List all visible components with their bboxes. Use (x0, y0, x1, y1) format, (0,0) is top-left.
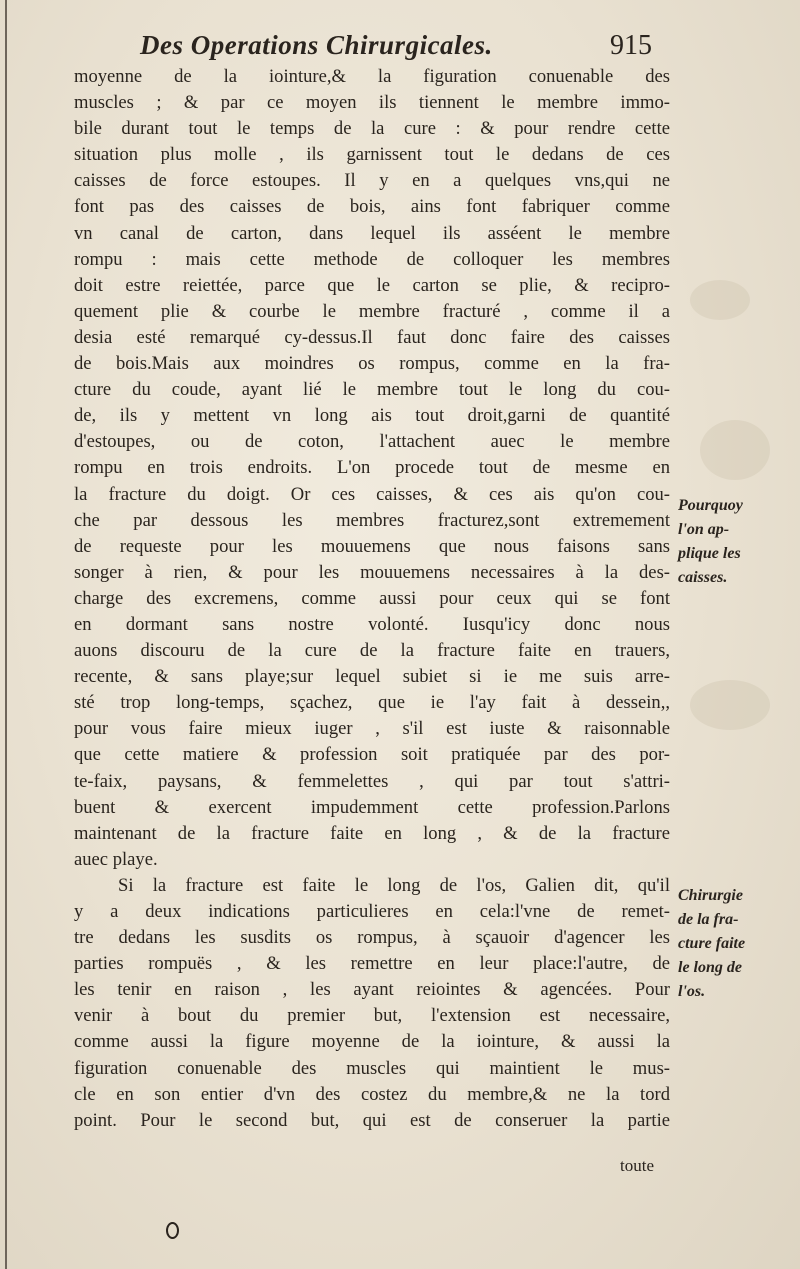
text-line: charge des excremens, comme aussi pour ceux qui se font (74, 587, 670, 609)
text-line: che par dessous les membres fracturez,sont extremement (74, 509, 670, 531)
margin-note-line: le long de (678, 959, 742, 976)
text-line: rompu en trois endroits. L'on procede tout de mesme en (74, 457, 670, 479)
text-line: desia esté remarqué cy-dessus.Il faut donc faire des caisses (74, 326, 670, 348)
text-line: pour vous faire mieux iuger , s'il est iuste & raisonnable (74, 718, 670, 740)
margin-note-line: Chirurgie (678, 887, 743, 904)
body-text (74, 64, 670, 1134)
paper-stain (700, 420, 770, 480)
text-line: bile durant tout le temps de la cure : & pour rendre cette (74, 118, 670, 140)
text-line: buent & exercent impudemment cette profession.Parlons (74, 796, 670, 818)
text-line: muscles ; & par ce moyen ils tiennent le membre immo- (74, 92, 670, 114)
margin-note-line: l'on ap- (678, 521, 730, 538)
catchword: toute (620, 1156, 654, 1175)
text-line: quement plie & courbe le membre fracturé , comme il a (74, 300, 670, 322)
text-line: que cette matiere & profession soit pratiquée par des por- (74, 744, 670, 766)
text-line: auec playe. (74, 848, 158, 870)
text-line: figuration conuenable des muscles qui maintient le mus- (74, 1057, 670, 1079)
margin-note-line: caisses. (678, 569, 728, 586)
text-line: cle en son entier d'vn des costez du membre,& ne la tord (74, 1083, 670, 1105)
text-line: les tenir en raison , les ayant reiointes & agencées. Pour (74, 979, 670, 1001)
paper-stain (690, 680, 770, 730)
page-number: 915 (610, 30, 652, 61)
page-gutter-edge (5, 0, 7, 1269)
text-line: en dormant sans nostre volonté. Iusqu'icy donc nous (74, 613, 670, 635)
text-line: de, ils y mettent vn long ais tout droit,garni de quantité (74, 405, 670, 427)
text-line: situation plus molle , ils garnissent tout le dedans de ces (74, 144, 670, 166)
text-line: vn canal de carton, dans lequel ils asséent le membre (74, 222, 670, 244)
text-line: songer à rien, & pour les mouuemens necessaires à la des- (74, 561, 670, 583)
text-line: doit estre reiettée, parce que le carton se plie, & recipro- (74, 274, 670, 296)
text-line: tre dedans les susdits os rompus, à sçauoir d'agencer les (74, 927, 670, 949)
margin-note (678, 884, 793, 1004)
text-line: te-faix, paysans, & femmelettes , qui par tout s'attri- (74, 770, 670, 792)
text-line: moyenne de la iointure,& la figuration conuenable des (74, 66, 670, 87)
text-line: y a deux indications particulieres en cela:l'vne de remet- (74, 901, 670, 922)
text-line: la fracture du doigt. Or ces caisses, & ces ais qu'on cou- (74, 483, 670, 505)
margin-note-line: l'os. (678, 983, 706, 1000)
text-line: caisses de force estoupes. Il y en a quelques vns,qui ne (74, 170, 670, 192)
text-line: rompu : mais cette methode de colloquer les membres (74, 248, 670, 270)
text-line: cture du coude, ayant lié le membre tout le long du cou- (74, 379, 670, 401)
text-line: font pas des caisses de bois, ains font fabriquer comme (74, 196, 670, 218)
text-line: point. Pour le second but, qui est de conseruer la partie (74, 1109, 670, 1131)
text-line: de requeste pour les mouuemens que nous faisons sans (74, 535, 670, 557)
text-line: venir à bout du premier but, l'extension est necessaire, (74, 1005, 670, 1027)
running-head: Des Operations Chirurgicales. (140, 30, 493, 60)
ornament-mark (166, 1222, 179, 1239)
text-line: comme aussi la figure moyenne de la iointure, & aussi la (74, 1031, 670, 1053)
paper-stain (690, 280, 750, 320)
margin-note (678, 494, 793, 590)
text-line: auons discouru de la cure de la fracture faite en trauers, (74, 640, 670, 662)
text-line: recente, & sans playe;sur lequel subiet si ie me suis arre- (74, 666, 670, 688)
margin-note-line: plique les (678, 545, 741, 562)
text-line: Si la fracture est faite le long de l'os, Galien dit, qu'il (118, 874, 670, 896)
margin-note-line: de la fra- (678, 911, 739, 928)
text-line: sté trop long-temps, sçachez, que ie l'ay fait à dessein,, (74, 692, 670, 714)
margin-note-line: cture faite (678, 935, 746, 952)
text-line: maintenant de la fracture faite en long , & de la fracture (74, 822, 670, 844)
text-line: de bois.Mais aux moindres os rompus, comme en la fra- (74, 353, 670, 375)
text-line: parties rompuës , & les remettre en leur place:l'autre, de (74, 953, 670, 975)
text-line: d'estoupes, ou de coton, l'attachent auec le membre (74, 431, 670, 453)
margin-note-line: Pourquoy (678, 497, 743, 514)
